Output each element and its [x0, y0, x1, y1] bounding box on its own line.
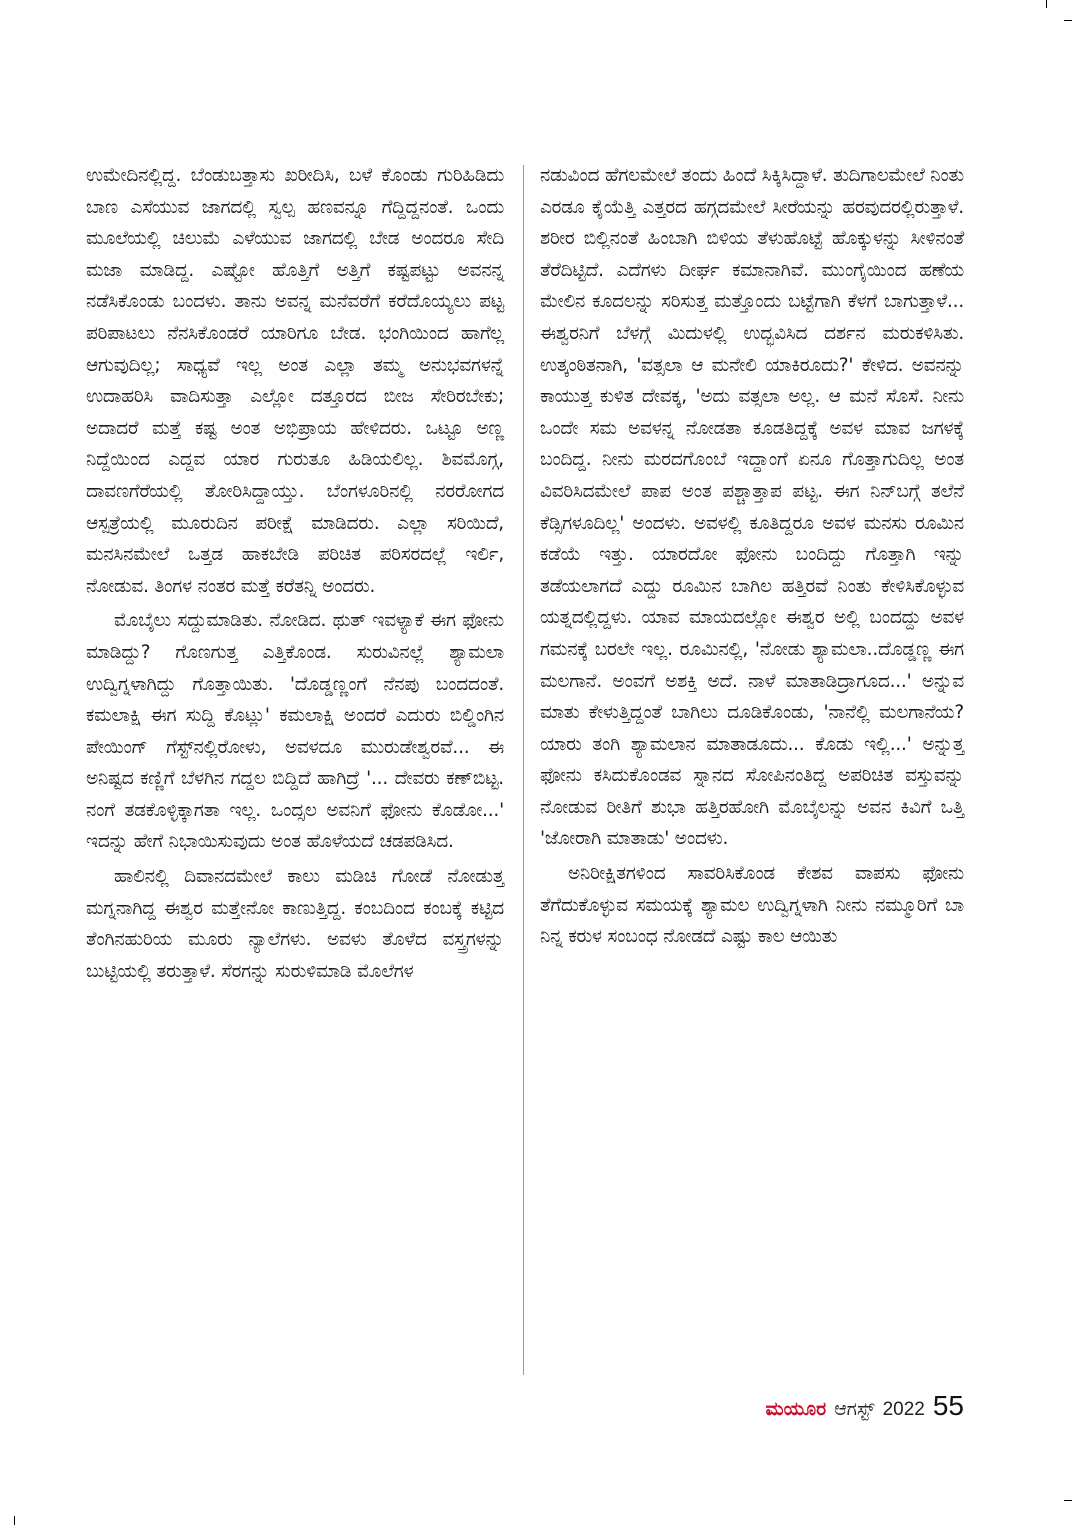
crop-mark-right-lower: [1064, 1500, 1072, 1501]
issue-month: ಆಗಸ್ಟ್: [834, 1398, 875, 1420]
issue-year: 2022: [882, 1399, 925, 1420]
crop-mark-right-upper: [1064, 20, 1072, 21]
paragraph: ಉಮೇದಿನಲ್ಲಿದ್ದ. ಬೆಂಡುಬತ್ತಾಸು ಖರೀದಿಸಿ, ಬಳೆ ಕೊಂಡು ಗುರಿಹಿಡಿದು ಬಾಣ ಎಸೆಯುವ ಜಾಗದಲ್ಲಿ ಸ್ವಲ್ಪ ಹಣವನ್ನೂ ಗೆದ್ದಿದ್ದನಂತೆ. ಒಂದು ಮೂಲೆಯಲ್ಲಿ ಚಿಲುಮೆ ಎಳೆಯುವ ಜಾಗದಲ್ಲಿ ಬೇಡ ಅಂದರೂ ಸೇದಿ ಮಜಾ ಮಾಡಿದ್ದ. ಎಷ್ಟೋ ಹೊತ್ತಿಗೆ ಅತ್ತಿಗೆ ಕಷ್ಟಪಟ್ಟು ಅವನನ್ನ ನಡೆಸಿಕೊಂಡು ಬಂದಳು. ತಾನು ಅವನ್ನ ಮನೆವರೆಗೆ ಕರೆದೊಯ್ಯಲು ಪಟ್ಟ ಪರಿಪಾಟಲು ನೆನಸಿಕೊಂಡರೆ ಯಾರಿಗೂ ಬೇಡ. ಭಂಗಿಯಿಂದ ಹಾಗೆಲ್ಲ ಆಗುವುದಿಲ್ಲ; ಸಾಧ್ಯವೆ ಇಲ್ಲ ಅಂತ ಎಲ್ಲಾ ತಮ್ಮ ಅನುಭವಗಳನ್ನೆ ಉದಾಹರಿಸಿ ವಾದಿಸುತ್ತಾ ಎಲ್ಲೋ ದತ್ತೂರದ ಬೀಜ ಸೇರಿರಬೇಕು; ಅದಾದರೆ ಮತ್ತೆ ಕಷ್ಟ ಅಂತ ಅಭಿಪ್ರಾಯ ಹೇಳಿದರು. ಒಟ್ಟೂ ಅಣ್ಣ ನಿದ್ದೆಯಿಂದ ಎದ್ದವ ಯಾರ ಗುರುತೂ ಹಿಡಿಯಲಿಲ್ಲ. ಶಿವಮೊಗ್ಗ, ದಾವಣಗೆರೆಯಲ್ಲಿ ತೋರಿಸಿದ್ದಾಯ್ತು. ಬೆಂಗಳೂರಿನಲ್ಲಿ ನರರೋಗದ ಆಸ್ಪತ್ರೆಯಲ್ಲಿ ಮೂರುದಿನ ಪರೀಕ್ಷೆ ಮಾಡಿದರು. ಎಲ್ಲಾ ಸರಿಯಿದೆ, ಮನಸಿನಮೇಲೆ ಒತ್ತಡ ಹಾಕಬೇಡಿ ಪರಿಚಿತ ಪರಿಸರದಲ್ಲೆ ಇರ್ಲಿ, ನೋಡುವ. ತಿಂಗಳ ನಂತರ ಮತ್ತೆ ಕರೆತನ್ನಿ ಅಂದರು.: [86, 165, 504, 597]
page-number: 55: [932, 1390, 964, 1421]
crop-mark-top-right: [1046, 0, 1047, 8]
paragraph: ನಡುವಿಂದ ಹೆಗಲಮೇಲೆ ತಂದು ಹಿಂದೆ ಸಿಕ್ಕಿಸಿದ್ದಾಳೆ. ತುದಿಗಾಲಮೇಲೆ ನಿಂತು ಎರಡೂ ಕೈಯೆತ್ತಿ ಎತ್ತರದ ಹಗ್ಗದಮೇಲೆ ಸೀರೆಯನ್ನು ಹರವುದರಲ್ಲಿರುತ್ತಾಳೆ. ಶರೀರ ಬಿಲ್ಲಿನಂತೆ ಹಿಂಬಾಗಿ ಬಿಳಿಯ ತೆಳುಹೊಟ್ಟೆ ಹೊಕ್ಕುಳನ್ನು ಸೀಳಿನಂತೆ ತೆರೆದಿಟ್ಟಿದೆ. ಎದೆಗಳು ದೀರ್ಘ ಕಮಾನಾಗಿವೆ. ಮುಂಗೈಯಿಂದ ಹಣೆಯ ಮೇಲಿನ ಕೂದಲನ್ನು ಸರಿಸುತ್ತ ಮತ್ತೊಂದು ಬಟ್ಟೆಗಾಗಿ ಕೆಳಗೆ ಬಾಗುತ್ತಾಳೆ... ಈಶ್ವರನಿಗೆ ಬೆಳಗ್ಗೆ ಮಿದುಳಲ್ಲಿ ಉದ್ಭವಿಸಿದ ದರ್ಶನ ಮರುಕಳಿಸಿತು. ಉತ್ಕಂಠಿತನಾಗಿ, 'ವತ್ಸಲಾ ಆ ಮನೇಲಿ ಯಾಕಿರೂದು?' ಕೇಳಿದ. ಅವನನ್ನು ಕಾಯುತ್ತ ಕುಳಿತ ದೇವಕ್ಕ, 'ಅದು ವತ್ಸಲಾ ಅಲ್ಲ. ಆ ಮನೆ ಸೊಸೆ. ನೀನು ಒಂದೇ ಸಮ ಅವಳನ್ನ ನೋಡತಾ ಕೂಡತಿದ್ದಕ್ಕೆ ಅವಳ ಮಾವ ಜಗಳಕ್ಕೆ ಬಂದಿದ್ದ. ನೀನು ಮರದಗೊಂಬೆ ಇದ್ದಾಂಗೆ ಏನೂ ಗೊತ್ತಾಗುದಿಲ್ಲ ಅಂತ ವಿವರಿಸಿದಮೇಲೆ ಪಾಪ ಅಂತ ಪಶ್ಚಾತ್ತಾಪ ಪಟ್ಟ. ಈಗ ನಿನ್‌ಬಗ್ಗೆ ತಲೆನೆ ಕೆಡ್ಸಿಗಳೂದಿಲ್ಲ' ಅಂದಳು. ಅವಳಲ್ಲಿ ಕೂತಿದ್ದರೂ ಅವಳ ಮನಸು ರೂಮಿನ ಕಡೆಯೆ ಇತ್ತು. ಯಾರದೋ ಫೋನು ಬಂದಿದ್ದು ಗೊತ್ತಾಗಿ ಇನ್ನು ತಡೆಯಲಾಗದೆ ಎದ್ದು ರೂಮಿನ ಬಾಗಿಲ ಹತ್ತಿರವೆ ನಿಂತು ಕೇಳಿಸಿಕೊಳ್ಳುವ ಯತ್ನದಲ್ಲಿದ್ದಳು. ಯಾವ ಮಾಯದಲ್ಲೋ ಈಶ್ವರ ಅಲ್ಲಿ ಬಂದದ್ದು ಅವಳ ಗಮನಕ್ಕೆ ಬರಲೇ ಇಲ್ಲ. ರೂಮಿನಲ್ಲಿ, 'ನೋಡು ಶ್ಯಾಮಲಾ..ದೊಡ್ಡಣ್ಣ ಈಗ ಮಲಗಾನೆ. ಅಂವಗೆ ಅಶಕ್ತಿ ಅದೆ. ನಾಳೆ ಮಾತಾಡಿದ್ರಾಗೂದ...' ಅನ್ನುವ ಮಾತು ಕೇಳುತ್ತಿದ್ದಂತೆ ಬಾಗಿಲು ದೂಡಿಕೊಂಡು, 'ನಾನೆಲ್ಲಿ ಮಲಗಾನೆಯ? ಯಾರು ತಂಗಿ ಶ್ಯಾಮಲಾನ ಮಾತಾಡೂದು... ಕೊಡು ಇಲ್ಲಿ...' ಅನ್ನುತ್ತ ಫೋನು ಕಸಿದುಕೊಂಡವ ಸ್ನಾನದ ಸೋಪಿನಂತಿದ್ದ ಅಪರಿಚಿತ ವಸ್ತುವನ್ನು ನೋಡುವ ರೀತಿಗೆ ಶುಭಾ ಹತ್ತಿರಹೋಗಿ ಮೊಬೈಲನ್ನು ಅವನ ಕಿವಿಗೆ ಒತ್ತಿ 'ಜೋರಾಗಿ ಮಾತಾಡು' ಅಂದಳು.: [540, 165, 964, 850]
crop-mark-bottom-left: [14, 1516, 15, 1525]
column-divider: [523, 165, 524, 1375]
paragraph: ಮೊಬೈಲು ಸದ್ದುಮಾಡಿತು. ನೋಡಿದ. ಥುತ್ ಇವಳ್ಯಾಕೆ ಈಗ ಫೋನು ಮಾಡಿದ್ದು? ಗೊಣಗುತ್ತ ಎತ್ತಿಕೊಂಡ. ಸುರುವಿನಲ್ಲೆ ಶ್ಯಾಮಲಾ ಉದ್ವಿಗ್ನಳಾಗಿದ್ದು ಗೊತ್ತಾಯಿತು. 'ದೊಡ್ಡಣ್ಣಂಗೆ ನೆನಪು ಬಂದದಂತೆ. ಕಮಲಾಕ್ಷಿ ಈಗ ಸುದ್ದಿ ಕೊಟ್ಲು' ಕಮಲಾಕ್ಷಿ ಅಂದರೆ ಎದುರು ಬಿಲ್ಡಿಂಗಿನ ಪೇಯಿಂಗ್ ಗೆಸ್ಟ್‌ನಲ್ಲಿರೋಳು, ಅವಳದೂ ಮುರುಡೇಶ್ವರವೆ... ಈ ಅನಿಷ್ಟದ ಕಣ್ಣಿಗೆ ಬೆಳಗಿನ ಗದ್ದಲ ಬಿದ್ದಿದೆ ಹಾಗಿದ್ರೆ '... ದೇವರು ಕಣ್‌ಬಿಟ್ಟ. ನಂಗೆ ತಡಕೊಳ್ಳಿಕ್ಕಾಗತಾ ಇಲ್ಲ. ಒಂದ್ಸಲ ಅವನಿಗೆ ಫೋನು ಕೊಡೋ...' ಇದನ್ನು ಹೇಗೆ ನಿಭಾಯಿಸುವುದು ಅಂತ ಹೊಳೆಯದೆ ಚಡಪಡಿಸಿದ.: [86, 610, 504, 853]
left-column: [86, 160, 504, 987]
right-column: [540, 160, 964, 953]
magazine-name: ಮಯೂರ: [765, 1398, 827, 1420]
paragraph: ಹಾಲಿನಲ್ಲಿ ದಿವಾನದಮೇಲೆ ಕಾಲು ಮಡಿಚಿ ಗೋಡೆ ನೋಡುತ್ತ ಮಗ್ನನಾಗಿದ್ದ ಈಶ್ವರ ಮತ್ತೇನೋ ಕಾಣುತ್ತಿದ್ದ. ಕಂಬದಿಂದ ಕಂಬಕ್ಕೆ ಕಟ್ಟಿದ ತೆಂಗಿನಹುರಿಯ ಮೂರು ನ್ಯಾಲೆಗಳು. ಅವಳು ತೊಳೆದ ವಸ್ತ್ರಗಳನ್ನು ಬುಟ್ಟಿಯಲ್ಲಿ ತರುತ್ತಾಳೆ. ಸೆರಗನ್ನು ಸುರುಳಿಮಾಡಿ ಮೊಲೆಗಳ: [86, 866, 504, 982]
page-footer: [766, 1390, 964, 1422]
paragraph: ಅನಿರೀಕ್ಷಿತಗಳಿಂದ ಸಾವರಿಸಿಕೊಂಡ ಕೇಶವ ವಾಪಸು ಫೋನು ತೆಗೆದುಕೊಳ್ಳುವ ಸಮಯಕ್ಕೆ ಶ್ಯಾಮಲ ಉದ್ವಿಗ್ನಳಾಗಿ ನೀನು ನಮ್ಮೂರಿಗೆ ಬಾ ನಿನ್ನ ಕರುಳ ಸಂಬಂಧ ನೋಡದೆ ಎಷ್ಟು ಕಾಲ ಆಯಿತು: [540, 863, 964, 948]
